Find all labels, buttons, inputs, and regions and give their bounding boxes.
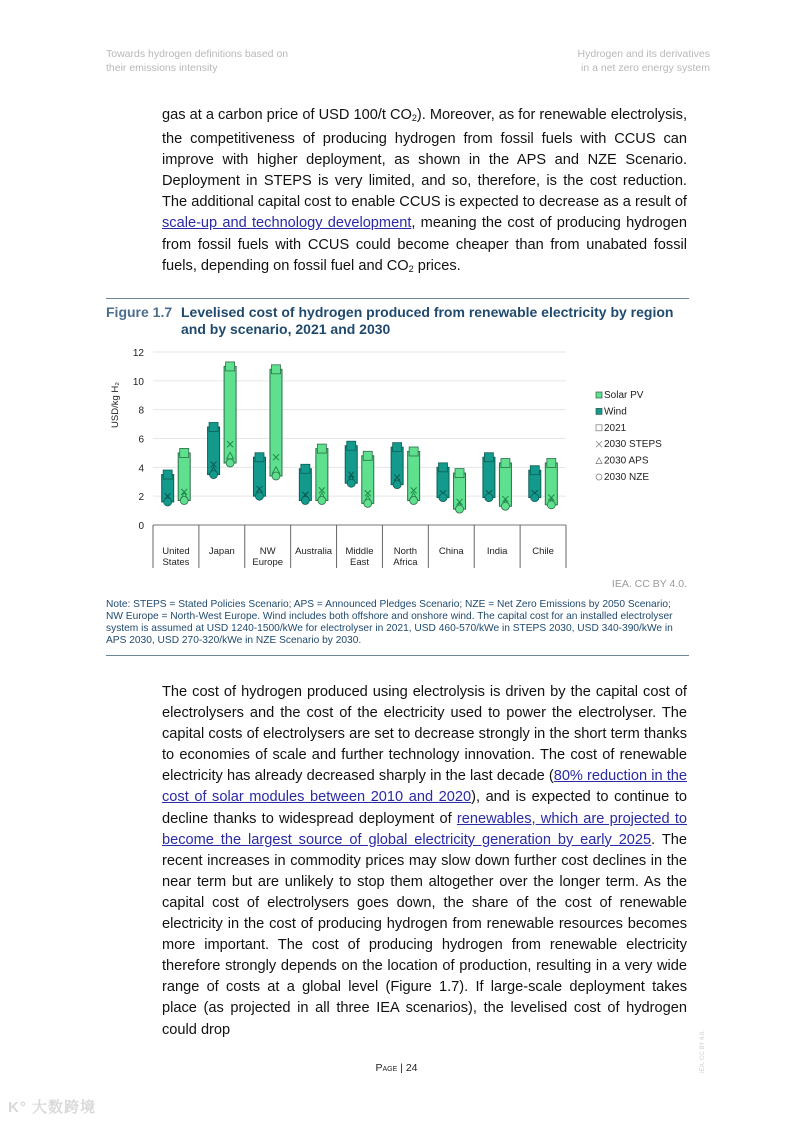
paragraph-ccus: [162, 105, 687, 280]
marker-2021: [163, 470, 172, 479]
marker-2021: [530, 466, 539, 475]
side-credit-text: IEA. CC BY 4.0.: [700, 1030, 706, 1073]
solar-range-bar: [499, 459, 511, 511]
svg-text:2030 APS: 2030 APS: [604, 455, 649, 467]
watermark: K° 大数跨境: [8, 1099, 96, 1116]
text: . The recent increases in commodity prices may slow down further cost declines in the near term but are unlikely to stop them altogether over the longer term. As the capital cost of electrolysers goes down, the share of the cost of renewable electricity in the cost of producing hydrogen from renewable resources becomes more important. The cost of producing hydrogen from renewable electricity therefore strongly depends on the location of production, resulting in a very wide range of costs at a global level (Figure 1.7). If large-scale deployment takes place (as projected in all three IEA scenarios), the levelised cost of hydrogen could drop: [162, 831, 688, 1038]
marker-2021: [347, 441, 356, 450]
page-label: Page: [375, 1062, 398, 1074]
category-label: North: [393, 546, 418, 557]
wind-range-bar: [437, 463, 449, 502]
marker-2021: [271, 365, 280, 374]
category-label: Middle: [345, 546, 374, 557]
category-label: Australia: [295, 546, 333, 557]
svg-text:2030 NZE: 2030 NZE: [604, 472, 650, 483]
marker-2021: [180, 448, 189, 457]
category-label: India: [486, 546, 508, 557]
marker-nze: [318, 496, 326, 504]
legend-item: [596, 439, 662, 450]
y-tick-label: 4: [138, 463, 144, 475]
running-header-left: [106, 47, 288, 75]
subscript: 2: [408, 263, 414, 274]
link-renewables-projection[interactable]: renewables, which are projected to become the largest source of global electricity generation by early 2025: [162, 810, 687, 848]
marker-nze: [393, 481, 401, 489]
range-bar-chart: [100, 340, 700, 572]
marker-2021: [484, 453, 493, 462]
y-tick-label: 6: [138, 434, 144, 446]
link-solar-modules[interactable]: 80% reduction in the cost of solar modules between 2010 and 2020: [162, 768, 687, 806]
svg-text:Solar PV: Solar PV: [604, 390, 644, 401]
figure-number: Figure 1.7: [106, 304, 173, 320]
marker-2021: [255, 453, 264, 462]
category-label: United: [162, 546, 190, 557]
marker-nze: [301, 496, 309, 504]
subscript: 2: [411, 113, 417, 123]
marker-nze: [456, 505, 464, 513]
solar-range-bar: [224, 362, 236, 467]
marker-nze: [255, 492, 263, 500]
category-label: Africa: [393, 557, 418, 568]
y-axis-label: USD/kg H₂: [110, 382, 121, 428]
text: ), and is expected to continue to decline thanks to widespread deployment of: [162, 789, 687, 827]
text: gas at a carbon price of USD 100/t CO: [162, 107, 412, 123]
marker-nze: [531, 494, 539, 502]
side-credit: [700, 1015, 714, 1075]
solar-range-bar: [408, 447, 420, 505]
wind-range-bar: [483, 453, 495, 502]
category-label: East: [349, 557, 370, 568]
header-right-line1: Hydrogen and its derivatives: [577, 48, 710, 60]
marker-2021: [501, 459, 510, 468]
marker-nze: [364, 499, 372, 507]
marker-nze: [180, 496, 188, 504]
marker-nze: [439, 494, 447, 502]
wind-range-bar: [391, 443, 403, 489]
legend-item: [596, 472, 649, 483]
header-right-line2: in a net zero energy system: [581, 62, 710, 74]
category-label: Europe: [252, 557, 284, 568]
category-label: China: [438, 546, 464, 557]
marker-2021: [317, 444, 326, 453]
legend-item: [596, 456, 649, 467]
solar-range-bar: [545, 459, 557, 509]
figure-top-rule: [106, 298, 689, 299]
text: , meaning the cost of producing hydrogen from fossil fuels with CCUS could become cheaper than from unabated fossil fuels, depending on fossil fuel and CO: [162, 215, 687, 274]
wind-range-bar: [345, 441, 357, 487]
text: The cost of hydrogen produced using electrolysis is driven by the capital cost of electrolysers and the cost of the electricity used to power the electrolyser. The capital costs of electrolysers are set to decrease strongly in the short term thanks to economies of scale and further technology innovation. The cost of renewable electricity has already decreased sharply in the last decade (: [162, 684, 687, 785]
text: prices.: [413, 257, 461, 274]
paragraph-electrolysis: [162, 682, 687, 1041]
marker-2021: [409, 447, 418, 456]
page-separator: |: [397, 1062, 406, 1074]
marker-nze: [272, 472, 280, 480]
text: ). Moreover, as for renewable electrolysis, the competitiveness of producing hydrogen from fossil fuels with CCUS can improve with higher deployment, as shown in the APS and NZE Scenario. Deployment in STEPS is very limited, and so, therefore, is the cost reduction. The additional capital cost to enable CCUS is expected to decrease as a result of: [162, 107, 687, 211]
running-header-right: [578, 47, 711, 75]
y-tick-label: 0: [138, 521, 144, 532]
solar-range-bar: [270, 365, 282, 480]
wind-range-bar: [253, 453, 265, 500]
category-label: Japan: [208, 546, 235, 557]
figure-note: Note: STEPS = Stated Policies Scenario; APS = Announced Pledges Scenario; NZE = Net Zero Emissions by 2050 Scenario; NW Europe = North-West Europe. Wind includes both offshore and onshore wind. The capital cost for an installed electrolyser system is assumed at USD 1240-1500/kWe for electrolyser in 2021, USD 460-570/kWe in STEPS 2030, USD 340-390/kWe in APS 2030, USD 270-320/kWe in NZE Scenario by 2030.: [106, 599, 673, 646]
solar-range-bar: [178, 448, 190, 504]
link-scale-up[interactable]: scale-up and technology development: [162, 215, 412, 232]
figure-bottom-rule: [106, 655, 689, 656]
marker-nze: [347, 479, 355, 487]
marker-nze: [547, 501, 555, 509]
wind-range-bar: [529, 466, 541, 502]
page-number: [0, 1062, 793, 1074]
category-label: NW: [259, 546, 276, 557]
marker-2021: [455, 469, 464, 478]
figure-credit: IEA. CC BY 4.0.: [611, 578, 687, 590]
category-label: States: [162, 557, 190, 568]
marker-nze: [164, 498, 172, 506]
marker-nze: [501, 502, 509, 510]
y-tick-label: 10: [132, 376, 144, 388]
solar-range-bar: [362, 451, 374, 507]
marker-2021: [301, 464, 310, 473]
marker-2021: [226, 362, 235, 371]
legend-item: [596, 423, 627, 434]
y-tick-label: 2: [138, 492, 144, 504]
y-tick-label: 8: [138, 405, 144, 417]
header-left-line1: Towards hydrogen definitions based on: [106, 48, 289, 60]
solar-range-bar: [316, 444, 328, 504]
y-tick-label: 12: [132, 348, 144, 359]
svg-text:2030 STEPS: 2030 STEPS: [604, 439, 662, 451]
marker-2021: [439, 463, 448, 472]
legend-item: [596, 406, 627, 417]
wind-range-bar: [162, 470, 174, 506]
legend-item: [596, 390, 644, 401]
marker-nze: [226, 459, 234, 467]
svg-text:2021: 2021: [604, 422, 627, 434]
marker-nze: [485, 494, 493, 502]
marker-2021: [393, 443, 402, 452]
wind-range-bar: [208, 422, 220, 478]
page-number-value: 24: [405, 1062, 418, 1074]
figure-caption: Levelised cost of hydrogen produced from renewable electricity by region and by scenario, 2021 and 2030: [181, 304, 674, 337]
category-label: Chile: [532, 546, 554, 557]
marker-2021: [209, 422, 218, 431]
solar-range-bar: [454, 469, 466, 514]
figure-title: [106, 304, 689, 338]
marker-nze: [210, 471, 218, 479]
marker-2021: [363, 451, 372, 460]
svg-text:Wind: Wind: [604, 406, 627, 418]
header-left-line2: their emissions intensity: [106, 62, 218, 74]
marker-2021: [547, 459, 556, 468]
marker-nze: [410, 496, 418, 504]
wind-range-bar: [299, 464, 311, 504]
